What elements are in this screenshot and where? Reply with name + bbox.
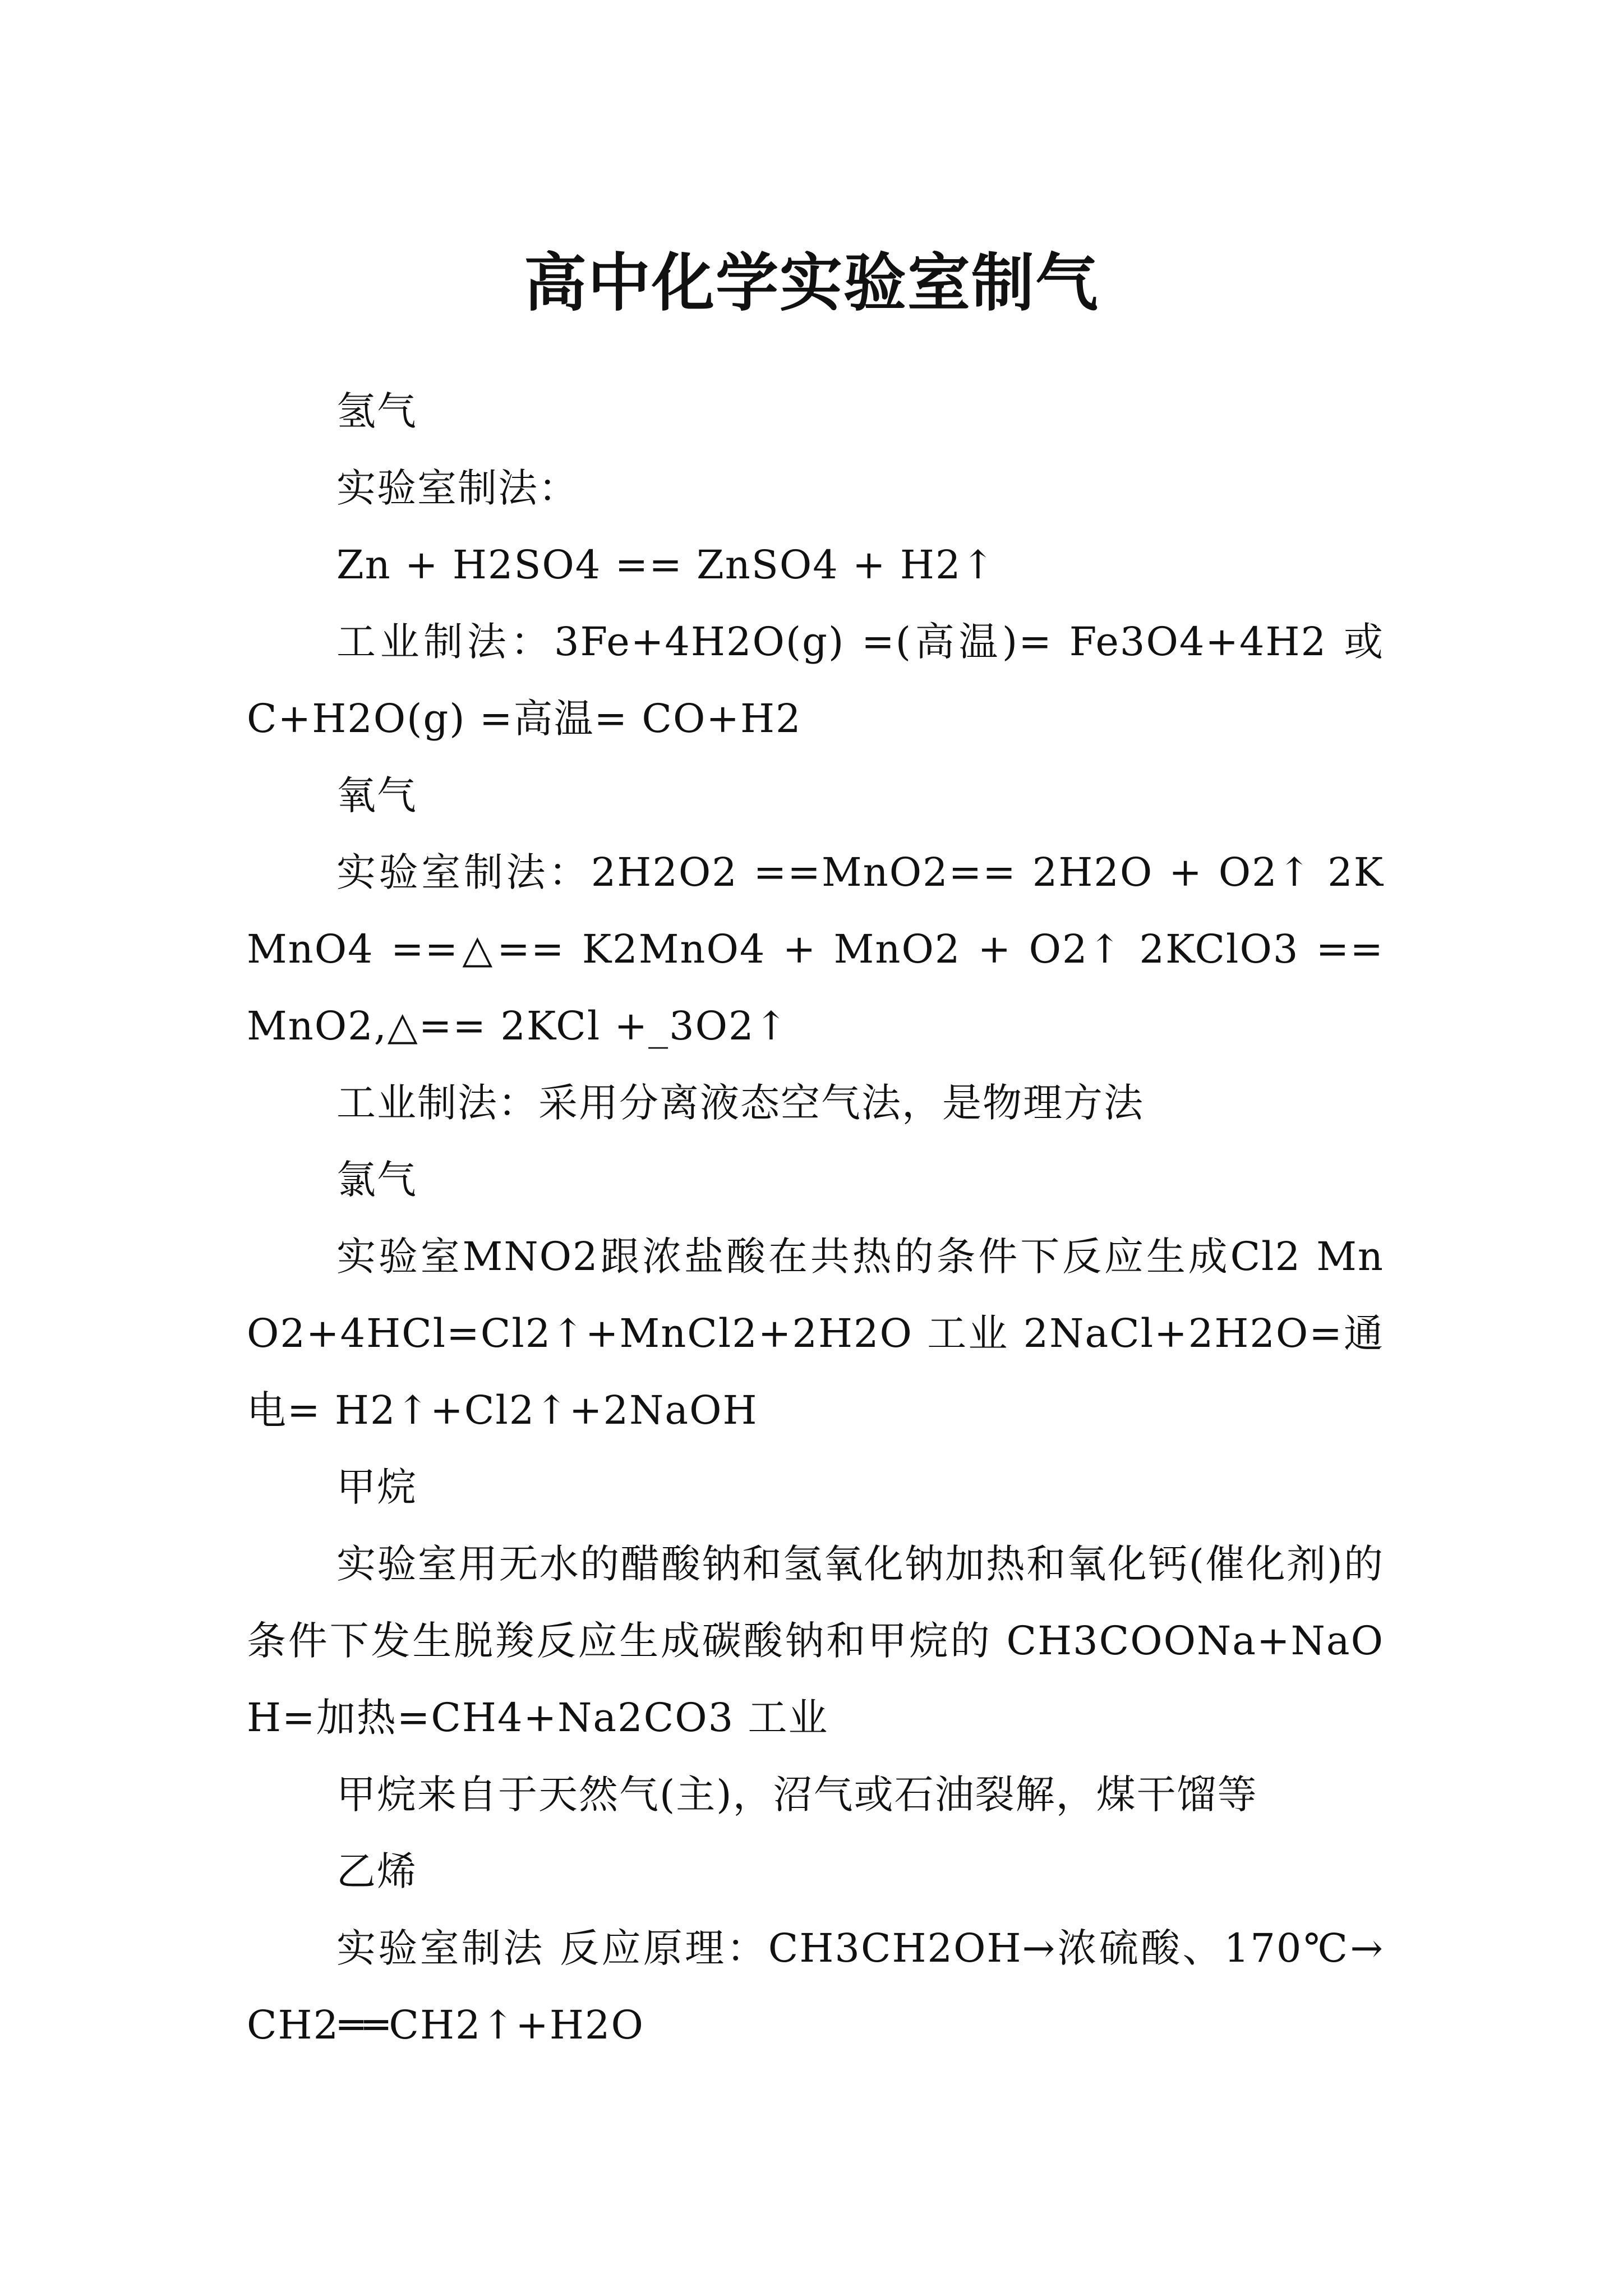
heading-chlorine: 氯气 bbox=[336, 1157, 417, 1203]
document-body bbox=[247, 373, 1384, 2064]
hydrogen-lab-method-label: 实验室制法： bbox=[336, 465, 579, 511]
oxygen-industrial-method: 工业制法：采用分离液态空气法，是物理方法 bbox=[336, 1080, 1144, 1126]
oxygen-lab-method: 实验室制法：2H2O2 ==MnO2== 2H2O + O2↑ 2KMnO4 ==△== K2MnO4 + MnO2 + O2↑ 2KClO3 ==MnO2,△== 2KCl +_3O2↑ bbox=[247, 849, 1384, 1049]
methane-lab-method: 实验室用无水的醋酸钠和氢氧化钠加热和氧化钙(催化剂)的条件下发生脱羧反应生成碳酸钠和甲烷的 CH3COONa+NaOH=加热=CH4+Na2CO3 工业 bbox=[247, 1541, 1384, 1741]
ethylene-lab-method: 实验室制法 反应原理：CH3CH2OH→浓硫酸、170℃→CH2══CH2↑+H2O bbox=[247, 1925, 1384, 2048]
document-title: 高中化学实验室制气 bbox=[524, 246, 1099, 320]
methane-industrial-source: 甲烷来自于天然气(主)，沼气或石油裂解，煤干馏等 bbox=[336, 1772, 1258, 1818]
hydrogen-lab-equation: Zn + H2SO4 == ZnSO4 + H2↑ bbox=[336, 542, 996, 588]
heading-ethylene: 乙烯 bbox=[336, 1848, 417, 1894]
heading-methane: 甲烷 bbox=[336, 1464, 417, 1510]
heading-hydrogen: 氢气 bbox=[336, 388, 417, 434]
chlorine-methods: 实验室MNO2跟浓盐酸在共热的条件下反应生成Cl2 MnO2+4HCl=Cl2↑+MnCl2+2H2O 工业 2NaCl+2H2O=通电= H2↑+Cl2↑+2NaOH bbox=[247, 1234, 1384, 1433]
heading-oxygen: 氧气 bbox=[336, 772, 417, 818]
hydrogen-industrial-method: 工业制法：3Fe+4H2O(g) =(高温)= Fe3O4+4H2 或 C+H2O(g) =高温= CO+H2 bbox=[247, 619, 1384, 742]
